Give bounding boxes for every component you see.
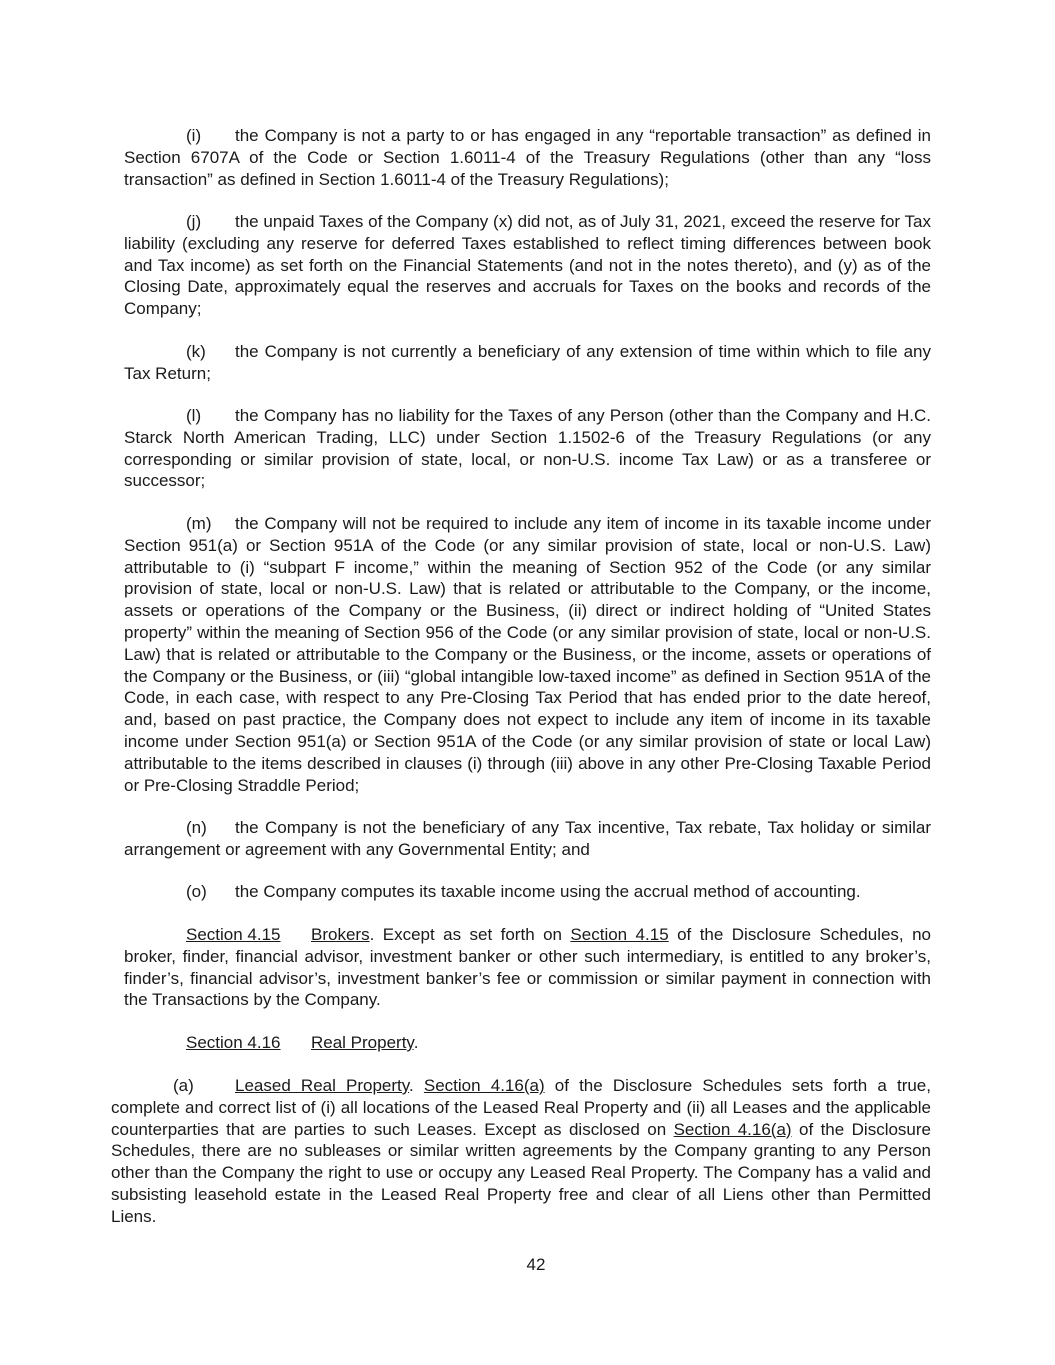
- item-text: the Company will not be required to include any item of income in its taxable income under Section 951(a) or Section 951A of the Code (or any similar provision of state, local or non-U.S. Law) attributable to (i) “subpart F income,” within the meaning of Section 952 of the Code (or any similar provision of state, local or non-U.S. Law) that is related or attributable to the Company, or the income, assets or operations of the Company or the Business, (ii) direct or indirect holding of “United States property” within the meaning of Section 956 of the Code (or any similar provision of state, local or non-U.S. Law) that is related or attributable to the Company or the Business, or the income, assets or operations of the Company or the Business, or (iii) “global intangible low-taxed income” as defined in Section 951A of the Code, in each case, with respect to any Pre-Closing Tax Period that has ended prior to the date hereof, and, based on past practice, the Company does not expect to include any item of income in its taxable income under Section 951(a) or Section 951A of the Code (or any similar provision of state or local Law) attributable to the items described in clauses (i) through (iii) above in any other Pre-Closing Taxable Period or Pre-Closing Straddle Period;: [124, 514, 931, 795]
- subsection-title: Leased Real Property: [235, 1076, 410, 1095]
- item-text: the Company is not the beneficiary of any Tax incentive, Tax rebate, Tax holiday or similar arrangement or agreement with any Governmental Entity; and: [124, 818, 931, 859]
- section-text: of the Disclosure Schedules, no broker, finder, financial advisor, investment banker or other such intermediary, is entitled to any broker’s, finder’s, financial advisor’s, investment banker’s fee or commission or similar payment in connection with the Transactions by the Company.: [124, 925, 932, 1010]
- subsection-text: of the Disclosure Schedules sets forth a true, complete and correct list of (i) all locations of the Leased Real Property and (ii) all Leases and the applicable counterparties that are parties to such Leases. Except as disclosed on: [111, 1076, 931, 1139]
- item-text: the Company is not a party to or has engaged in any “reportable transaction” as defined in Section 6707A of the Code or Section 1.6011-4 of the Treasury Regulations (other than any “loss transaction” as defined in Section 1.6011-4 of the Treasury Regulations);: [124, 126, 931, 189]
- section-period: .: [413, 1033, 419, 1052]
- paragraph-l: [124, 405, 931, 492]
- page-number: 42: [526, 1255, 546, 1274]
- section-4-15-brokers: [124, 924, 931, 1011]
- section-number-text: Section 4.16: [186, 1033, 281, 1052]
- item-label: (l): [186, 406, 202, 425]
- section-reference: Section 4.15: [570, 925, 669, 944]
- paragraph-o: [124, 881, 931, 903]
- paragraph-n: [124, 817, 931, 861]
- section-4-16-real-property: [124, 1032, 931, 1054]
- item-text: the Company computes its taxable income using the accrual method of accounting.: [235, 882, 861, 901]
- item-label: (n): [186, 818, 207, 837]
- paragraph-k: [124, 341, 931, 385]
- section-reference: Section 4.16(a): [673, 1119, 792, 1139]
- paragraph-m: [124, 513, 931, 796]
- section-number: [186, 924, 311, 946]
- paragraph-j: [124, 211, 931, 320]
- item-label: (o): [186, 882, 207, 901]
- section-title: Real Property: [311, 1033, 414, 1052]
- paragraph-a-leased-real-property: [111, 1075, 931, 1228]
- item-label: (m): [186, 514, 212, 533]
- item-text: the Company has no liability for the Taxes of any Person (other than the Company and H.C. Starck North American Trading, LLC) under Section 1.1502-6 of the Treasury Regulations (or any corresponding or similar provision of state, local, or non-U.S. income Tax Law) or as a transferee or successor;: [124, 406, 931, 491]
- paragraph-i: [124, 125, 931, 190]
- section-number-text: Section 4.15: [186, 925, 281, 944]
- section-title: Brokers: [311, 925, 370, 944]
- item-label: (i): [186, 126, 202, 145]
- section-text: . Except as set forth on: [369, 925, 571, 944]
- item-text: the Company is not currently a beneficiary of any extension of time within which to file any Tax Return;: [124, 342, 931, 383]
- item-text: the unpaid Taxes of the Company (x) did not, as of July 31, 2021, exceed the reserve for Tax liability (excluding any reserve for deferred Taxes established to reflect timing differences between book and Tax income) as set forth on the Financial Statements (and not in the notes thereto), and (y) as of the Closing Date, approximately equal the reserves and accruals for Taxes on the books and records of the Company;: [124, 212, 931, 319]
- section-reference: Section 4.16(a): [423, 1076, 545, 1095]
- item-label: (a): [173, 1076, 194, 1095]
- item-label: (k): [186, 342, 206, 361]
- item-label: (j): [186, 212, 202, 231]
- section-number: [186, 1032, 311, 1054]
- subsection-text: .: [409, 1076, 424, 1095]
- subsection-text: of the Disclosure Schedules, there are no subleases or similar written agreements by the Company granting to any Person other than the Company the right to use or occupy any Leased Real Property. The Company has a valid and subsisting leasehold estate in the Leased Real Property free and clear of all Liens other than Permitted Liens.: [111, 1119, 931, 1226]
